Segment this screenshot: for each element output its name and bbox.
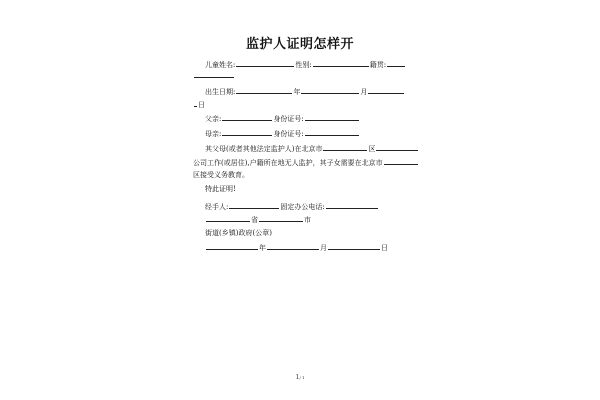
school-district-blank	[384, 157, 418, 165]
birth-day-row	[193, 99, 205, 110]
date-month-blank	[267, 242, 319, 250]
handler-row	[205, 201, 379, 212]
statement-part1: 其父母(或者其他法定监护人)在北京市	[205, 145, 323, 153]
gender-label: 性别:	[295, 61, 312, 69]
birth-month-label: 月	[360, 88, 368, 96]
city-label: 市	[304, 216, 311, 224]
statement-line-2	[193, 157, 419, 168]
date-year-blank	[206, 242, 258, 250]
page-number	[0, 374, 600, 381]
statement-line-3	[193, 171, 249, 180]
birth-day-blank	[368, 86, 404, 94]
date-month-label: 月	[320, 244, 327, 252]
phone-label: 固定办公电话:	[280, 203, 325, 211]
father-name-blank	[222, 113, 272, 121]
page-total: / 1	[299, 375, 305, 380]
phone-blank	[326, 201, 378, 209]
father-id-blank	[305, 113, 359, 121]
issuer-text: 街道(乡镇)政府(公章)	[205, 229, 272, 237]
date-year-label: 年	[259, 244, 266, 252]
birth-day-label: 日	[198, 101, 205, 109]
district-blank	[323, 143, 367, 151]
mother-name-blank	[222, 128, 272, 136]
native-place-blank-2	[194, 70, 234, 78]
birth-year-label: 年	[293, 88, 301, 96]
father-id-label: 身份证号:	[273, 115, 304, 123]
date-day-label: 日	[381, 244, 388, 252]
gender-blank	[313, 59, 369, 67]
child-info-row	[205, 59, 406, 70]
native-place-blank	[387, 59, 405, 67]
father-row	[205, 113, 360, 124]
mother-id-blank	[305, 128, 359, 136]
birth-date-row	[205, 86, 405, 97]
page-current: 1	[295, 374, 300, 381]
native-place-label: 籍贯:	[369, 61, 387, 69]
province-city-row	[205, 214, 311, 225]
child-name-blank	[236, 59, 294, 67]
birth-day-blank-2	[194, 99, 197, 107]
certify-text: 特此证明!	[205, 185, 236, 193]
province-blank	[206, 214, 250, 222]
child-name-label: 儿童姓名:	[205, 61, 236, 69]
city-blank	[259, 214, 303, 222]
mother-id-label: 身份证号:	[273, 130, 304, 138]
issuer-row	[205, 229, 272, 238]
father-label: 父亲:	[205, 115, 222, 123]
document-title: 监护人证明怎样开	[245, 37, 354, 52]
certify-row	[205, 185, 236, 194]
statement-line-1	[205, 143, 419, 154]
statement-part2: 公司工作(或居住),户籍所在地无人监护，其子女需要在北京市	[193, 159, 383, 167]
birth-year-blank	[236, 86, 292, 94]
native-place-continuation	[193, 70, 235, 81]
handler-label: 经手人:	[205, 203, 229, 211]
date-row	[205, 242, 388, 253]
birth-month-blank	[301, 86, 359, 94]
date-day-blank	[328, 242, 380, 250]
company-blank	[376, 143, 418, 151]
birth-date-label: 出生日期:	[205, 88, 236, 96]
province-label: 省	[251, 216, 258, 224]
district-label: 区	[368, 145, 376, 153]
handler-blank	[229, 201, 279, 209]
statement-part3: 区接受义务教育。	[193, 171, 249, 179]
mother-label: 母亲:	[205, 130, 222, 138]
mother-row	[205, 128, 360, 139]
